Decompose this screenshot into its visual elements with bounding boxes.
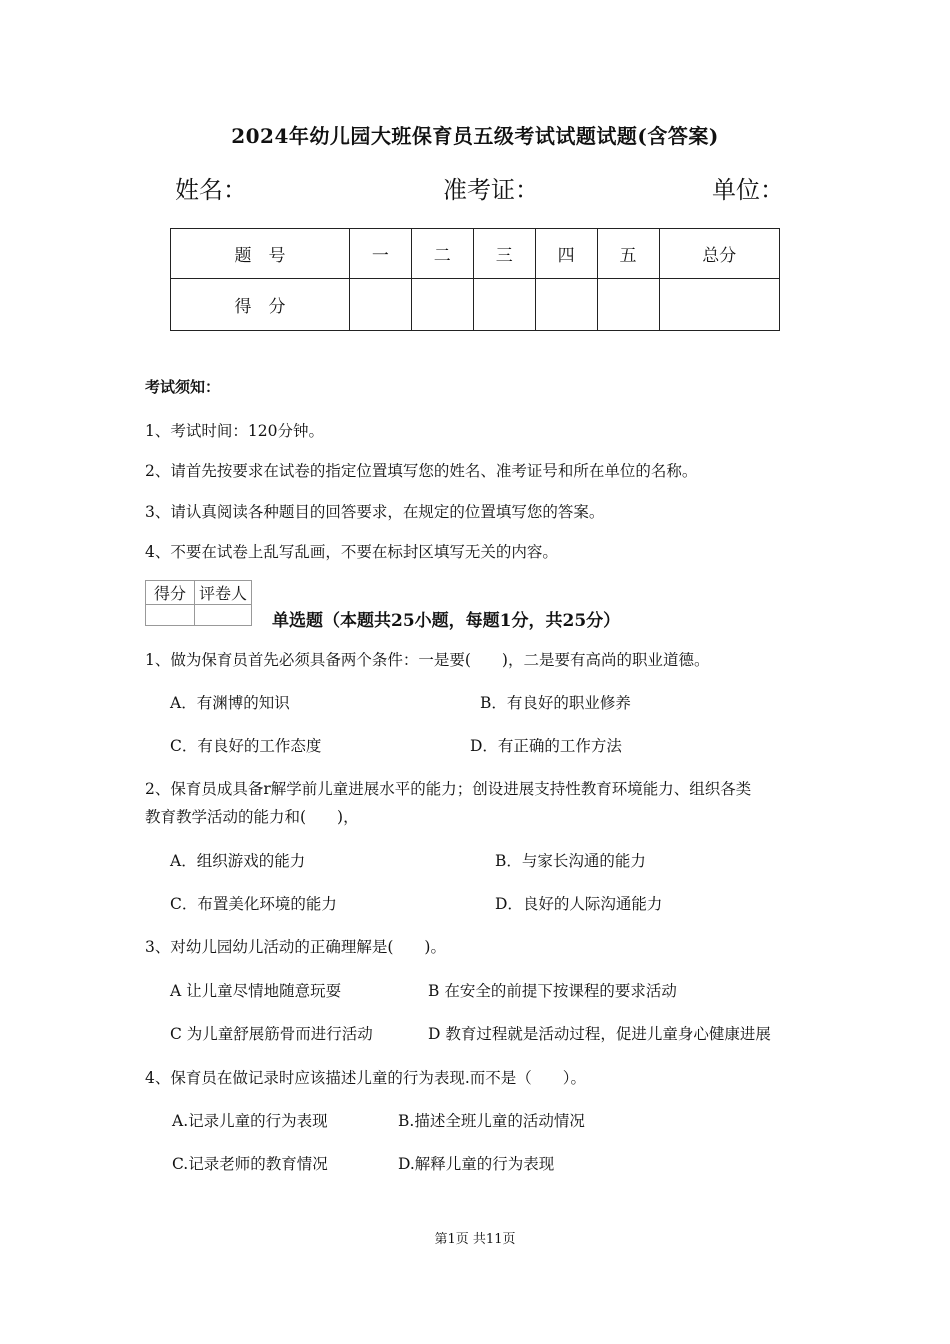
question-option: D 教育过程就是活动过程，促进儿童身心健康进展 <box>428 1025 771 1043</box>
score-cell <box>411 279 473 331</box>
score-header-cell: 题 号 <box>171 229 350 279</box>
page-footer: 第1页 共11页 <box>434 1232 516 1247</box>
notice-item: 3、请认真阅读各种题目的回答要求，在规定的位置填写您的答案。 <box>145 503 605 521</box>
question-stem: 1、做为保育员首先必须具备两个条件：一是要( )，二是要有高尚的职业道德。 <box>145 651 710 669</box>
score-header-cell: 三 <box>473 229 535 279</box>
score-cell <box>659 279 779 331</box>
grader-reviewer-cell <box>195 605 252 626</box>
question-option: D.解释儿童的行为表现 <box>398 1155 555 1173</box>
score-header-cell: 总分 <box>659 229 779 279</box>
grader-score-cell <box>146 605 195 626</box>
score-cell <box>597 279 659 331</box>
question-option: C．布置美化环境的能力 <box>170 895 337 913</box>
grader-score-label: 得分 <box>146 581 195 605</box>
question-option: A 让儿童尽情地随意玩耍 <box>170 982 342 1000</box>
score-header-cell: 五 <box>597 229 659 279</box>
section-title: 单选题（本题共25小题，每题1分，共25分） <box>272 611 621 631</box>
question-option: C.记录老师的教育情况 <box>172 1155 328 1173</box>
score-cell <box>535 279 597 331</box>
question-option: A．组织游戏的能力 <box>170 852 306 870</box>
grader-box <box>145 580 252 626</box>
score-row-label: 得 分 <box>171 279 350 331</box>
score-header-cell: 二 <box>411 229 473 279</box>
question-option: B．与家长沟通的能力 <box>495 852 646 870</box>
notice-item: 1、考试时间：120分钟。 <box>145 422 324 440</box>
question-option: A.记录儿童的行为表现 <box>172 1112 328 1130</box>
grader-reviewer-label: 评卷人 <box>195 581 252 605</box>
page-title: 2024年幼儿园大班保育员五级考试试题试题(含答案) <box>231 124 719 148</box>
score-cell <box>473 279 535 331</box>
score-cell <box>349 279 411 331</box>
score-header-cell: 四 <box>535 229 597 279</box>
question-option: D．有正确的工作方法 <box>470 737 622 755</box>
notice-item: 4、不要在试卷上乱写乱画，不要在标封区填写无关的内容。 <box>145 543 558 561</box>
question-option: B.描述全班儿童的活动情况 <box>398 1112 585 1130</box>
score-table <box>170 228 780 331</box>
unit-label: 单位： <box>712 176 784 204</box>
question-stem: 4、保育员在做记录时应该描述儿童的行为表现.而不是（ ）。 <box>145 1069 587 1087</box>
score-table-score-row <box>171 279 780 331</box>
score-table-header-row <box>171 229 780 279</box>
question-option: C．有良好的工作态度 <box>170 737 322 755</box>
question-option: B 在安全的前提下按课程的要求活动 <box>428 982 677 1000</box>
question-stem: 3、对幼儿园幼儿活动的正确理解是( )。 <box>145 938 446 956</box>
exam-number-label: 准考证： <box>443 176 539 204</box>
name-label: 姓名： <box>175 176 247 204</box>
question-option: C 为儿童舒展筋骨而进行活动 <box>170 1025 373 1043</box>
question-stem-continued: 教育教学活动的能力和( )， <box>145 808 359 826</box>
question-option: D．良好的人际沟通能力 <box>495 895 663 913</box>
question-option: A．有渊博的知识 <box>170 694 290 712</box>
notice-heading: 考试须知： <box>145 378 221 396</box>
notice-item: 2、请首先按要求在试卷的指定位置填写您的姓名、准考证号和所在单位的名称。 <box>145 462 698 480</box>
question-option: B．有良好的职业修养 <box>480 694 631 712</box>
question-stem: 2、保育员成具备r解学前儿童进展水平的能力；创设进展支持性教育环境能力、组织各类 <box>145 780 752 798</box>
score-header-cell: 一 <box>349 229 411 279</box>
